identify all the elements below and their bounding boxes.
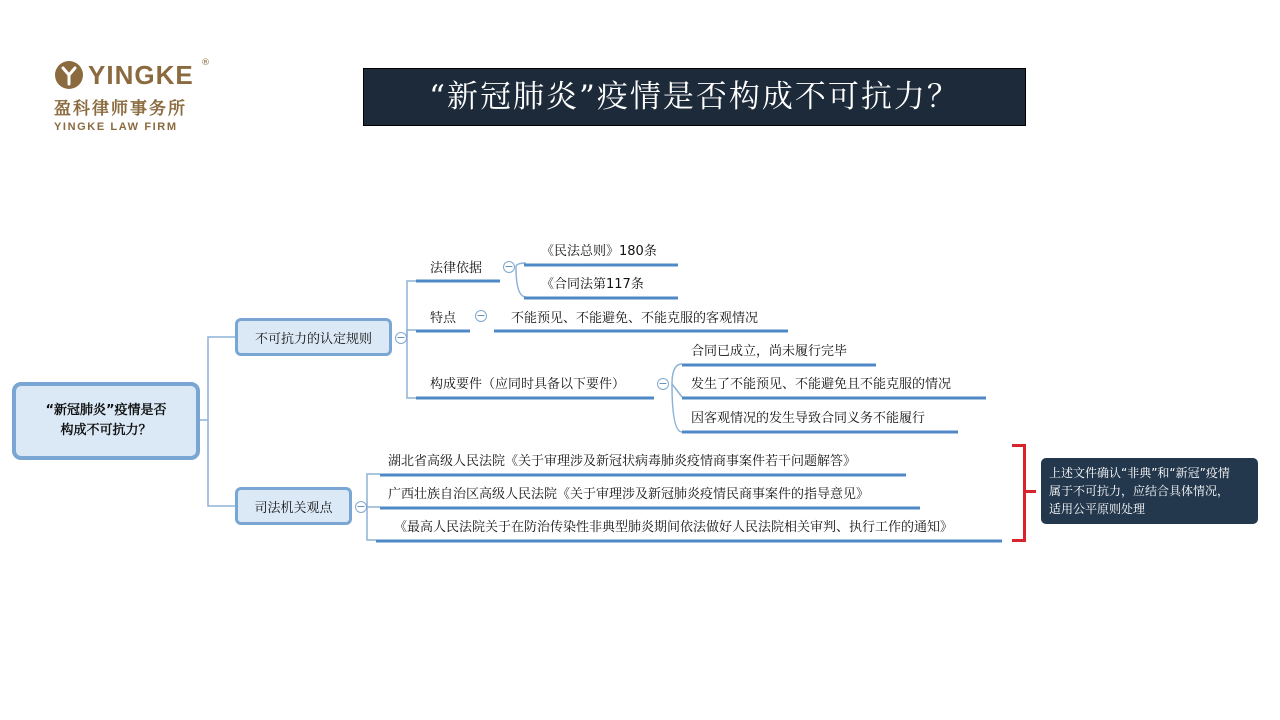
node-judicial-item-2[interactable]: 广西壮族自治区高级人民法院《关于审理涉及新冠肺炎疫情民商事案件的指导意见》 — [388, 487, 870, 502]
root-node-line-2: 构成不可抗力？ — [60, 423, 152, 438]
node-elements-item-1[interactable]: 合同已成立，尚未履行完毕 — [691, 344, 848, 359]
connector-judicial-2 — [367, 506, 380, 507]
node-force-majeure-rules-label: 不可抗力的认定规则 — [254, 331, 372, 347]
node-judicial-views-label: 司法机关观点 — [254, 500, 333, 516]
connector-root-rules — [200, 337, 236, 420]
node-legal-basis[interactable]: 法律依据 — [430, 261, 483, 276]
connector-judicial-1 — [367, 474, 380, 506]
collapse-elements-icon[interactable]: − — [658, 377, 668, 390]
collapse-judicial-icon[interactable]: − — [356, 500, 366, 513]
node-legal-basis-item-2[interactable]: 《合同法第117条 — [541, 277, 644, 292]
red-bracket-tip — [1026, 490, 1036, 493]
collapse-features-icon[interactable]: − — [476, 309, 486, 322]
root-node-line-1: “新冠肺炎”疫情是否 — [45, 403, 167, 418]
conclusion-note — [1041, 458, 1258, 524]
logo-english-name: YINGKE LAW FIRM — [54, 121, 178, 133]
connector-legal-2 — [516, 267, 526, 297]
page-title: “新冠肺炎”疫情是否构成不可抗力？ — [363, 68, 1026, 126]
logo-registered-mark: ® — [201, 58, 210, 68]
connector-root-judicial — [208, 420, 236, 506]
node-elements[interactable]: 构成要件（应同时具备以下要件） — [430, 377, 626, 392]
conclusion-note-line-2: 属于不可抗力，应结合具体情况， — [1049, 484, 1230, 498]
connector-rules-legal — [407, 281, 416, 337]
collapse-legal-basis-icon[interactable]: − — [504, 260, 514, 273]
red-bracket — [1012, 444, 1026, 542]
node-features-item-1[interactable]: 不能预见、不能避免、不能克服的客观情况 — [511, 311, 759, 326]
node-judicial-item-3[interactable]: 《最高人民法院关于在防治传染性非典型肺炎期间依法做好人民法院相关审判、执行工作的通知》 — [394, 520, 954, 535]
connector-elements-2 — [672, 384, 682, 397]
connector-rules-elements — [407, 337, 416, 398]
mindmap-root-node[interactable] — [12, 382, 200, 460]
node-legal-basis-item-1[interactable]: 《民法总则》180条 — [541, 244, 657, 259]
connector-judicial-3 — [367, 506, 376, 540]
conclusion-note-line-3: 适用公平原则处理 — [1049, 502, 1146, 516]
logo-brand: YINGKE — [88, 60, 194, 90]
node-features[interactable]: 特点 — [430, 311, 457, 326]
node-elements-item-3[interactable]: 因客观情况的发生导致合同义务不能履行 — [691, 411, 926, 426]
connector-rules-features — [407, 330, 416, 337]
connector-elements-1 — [672, 364, 682, 384]
collapse-rules-icon[interactable]: − — [396, 331, 406, 344]
conclusion-note-line-1: 上述文件确认“非典”和“新冠”疫情 — [1049, 466, 1230, 480]
logo-chinese-name: 盈科律师事务所 — [54, 99, 187, 119]
node-judicial-views[interactable] — [235, 487, 352, 525]
node-judicial-item-1[interactable]: 湖北省高级人民法院《关于审理涉及新冠状病毒肺炎疫情商事案件若干问题解答》 — [388, 454, 857, 469]
node-elements-item-2[interactable]: 发生了不能预见、不能避免且不能克服的情况 — [691, 377, 952, 392]
node-force-majeure-rules[interactable] — [235, 318, 392, 356]
